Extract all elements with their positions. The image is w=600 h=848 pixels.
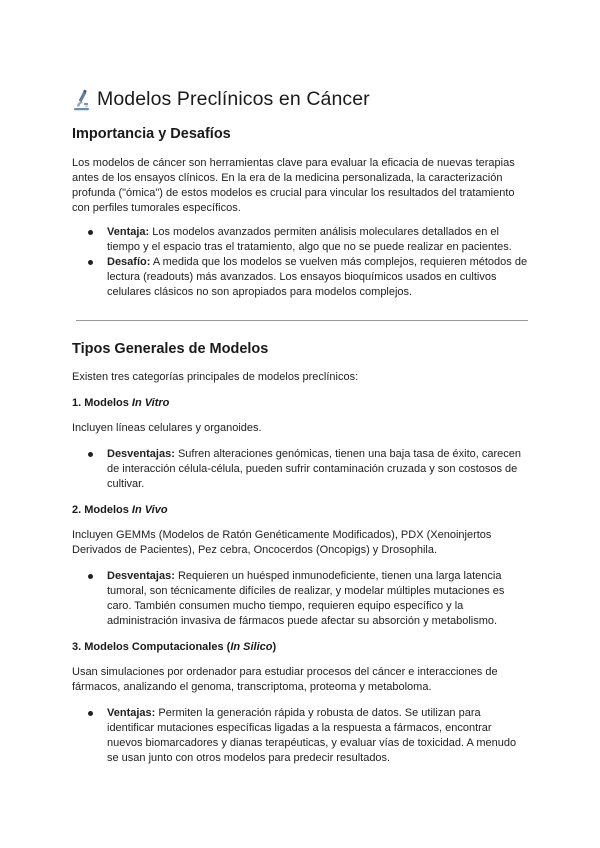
advantages-challenges-list bbox=[72, 225, 528, 300]
subsection-heading-in-silico bbox=[72, 641, 528, 653]
horizontal-divider bbox=[76, 320, 528, 321]
subsection-list bbox=[72, 706, 528, 766]
subsection-heading-italic: In Vitro bbox=[131, 397, 170, 409]
subsection-heading-prefix: 1. Modelos bbox=[72, 397, 132, 409]
subsection-list bbox=[72, 447, 528, 492]
list-item bbox=[72, 706, 528, 766]
bullet-text: Requieren un huésped inmunodeficiente, tienen una larga latencia tumoral, son técnicamente difíciles de realizar, y modelar múltiples mutaciones es caro. También consumen mucho tiempo, requieren equipo específico y la administración invasiva de fármacos puede afectar su absorción y metabolismo. bbox=[107, 570, 505, 627]
bullet-label: Ventajas: bbox=[107, 707, 156, 719]
bullet-label: Desventajas: bbox=[107, 570, 175, 582]
subsection-list bbox=[72, 569, 528, 629]
subsection-description: Incluyen GEMMs (Modelos de Ratón Genéticamente Modificados), PDX (Xenoinjertos Derivados de Pacientes), Pez cebra, Oncocerdos (Oncopigs) y Drosophila. bbox=[72, 529, 492, 556]
list-item bbox=[72, 255, 528, 300]
subsection-heading-italic: In Vivo bbox=[131, 504, 168, 516]
section-intro-paragraph: Los modelos de cáncer son herramientas clave para evaluar la eficacia de nuevas terapias antes de los ensayos clínicos. En la era de la medicina personalizada, la caracterización profunda ("ómica") de estos modelos es crucial para vincular los resultados del tratamiento con perfiles tumorales específicos. bbox=[72, 157, 515, 214]
page-title bbox=[72, 88, 528, 111]
bullet-text: Sufren alteraciones genómicas, tienen una baja tasa de éxito, carecen de interacción célula-célula, pueden sufrir contaminación cruzada y son costosos de cultivar. bbox=[107, 448, 521, 490]
bullet-text: Permiten la generación rápida y robusta de datos. Se utilizan para identificar mutaciones específicas ligadas a la respuesta a fármacos, encontrar nuevos biomarcadores y dianas terapéuticas, y evaluar vías de toxicidad. A menudo se usan junto con otros modelos para predecir resultados. bbox=[107, 707, 517, 764]
bullet-label: Desventajas: bbox=[107, 448, 175, 460]
microscope-icon bbox=[72, 89, 92, 111]
section-heading-importancia: Importancia y Desafíos bbox=[72, 126, 231, 142]
list-item bbox=[72, 447, 528, 492]
subsection-heading-suffix: ) bbox=[272, 641, 277, 653]
page-title-text: Modelos Preclínicos en Cáncer bbox=[97, 88, 370, 110]
bullet-icon bbox=[88, 452, 93, 457]
subsection-heading-prefix: 2. Modelos bbox=[72, 504, 132, 516]
subsection-description: Incluyen líneas celulares y organoides. bbox=[72, 422, 262, 434]
subsection-heading-prefix: 3. Modelos Computacionales ( bbox=[72, 641, 231, 653]
list-item bbox=[72, 225, 528, 255]
subsection-heading-in-vivo bbox=[72, 504, 528, 516]
bullet-icon bbox=[88, 711, 93, 716]
section-intro-paragraph: Existen tres categorías principales de modelos preclínicos: bbox=[72, 371, 359, 383]
bullet-icon bbox=[88, 230, 93, 235]
document-content bbox=[72, 88, 528, 766]
bullet-label: Desafío: bbox=[107, 256, 151, 268]
section-heading-tipos: Tipos Generales de Modelos bbox=[72, 341, 269, 357]
subsection-heading-italic: In Silico bbox=[230, 641, 273, 653]
bullet-icon bbox=[88, 574, 93, 579]
subsection-description: Usan simulaciones por ordenador para estudiar procesos del cáncer e interacciones de fármacos, analizando el genoma, transcriptoma, proteoma y metaboloma. bbox=[72, 666, 498, 693]
bullet-label: Ventaja: bbox=[107, 226, 150, 238]
bullet-text: Los modelos avanzados permiten análisis moleculares detallados en el tiempo y el espacio tras el tratamiento, algo que no se puede realizar en pacientes. bbox=[107, 226, 512, 253]
bullet-icon bbox=[88, 260, 93, 265]
subsection-heading-in-vitro bbox=[72, 397, 528, 409]
bullet-text: A medida que los modelos se vuelven más complejos, requieren métodos de lectura (readouts) más avanzados. Los ensayos bioquímicos usados en cultivos celulares clásicos no son apropiados para modelos complejos. bbox=[107, 256, 528, 298]
list-item bbox=[72, 569, 528, 629]
